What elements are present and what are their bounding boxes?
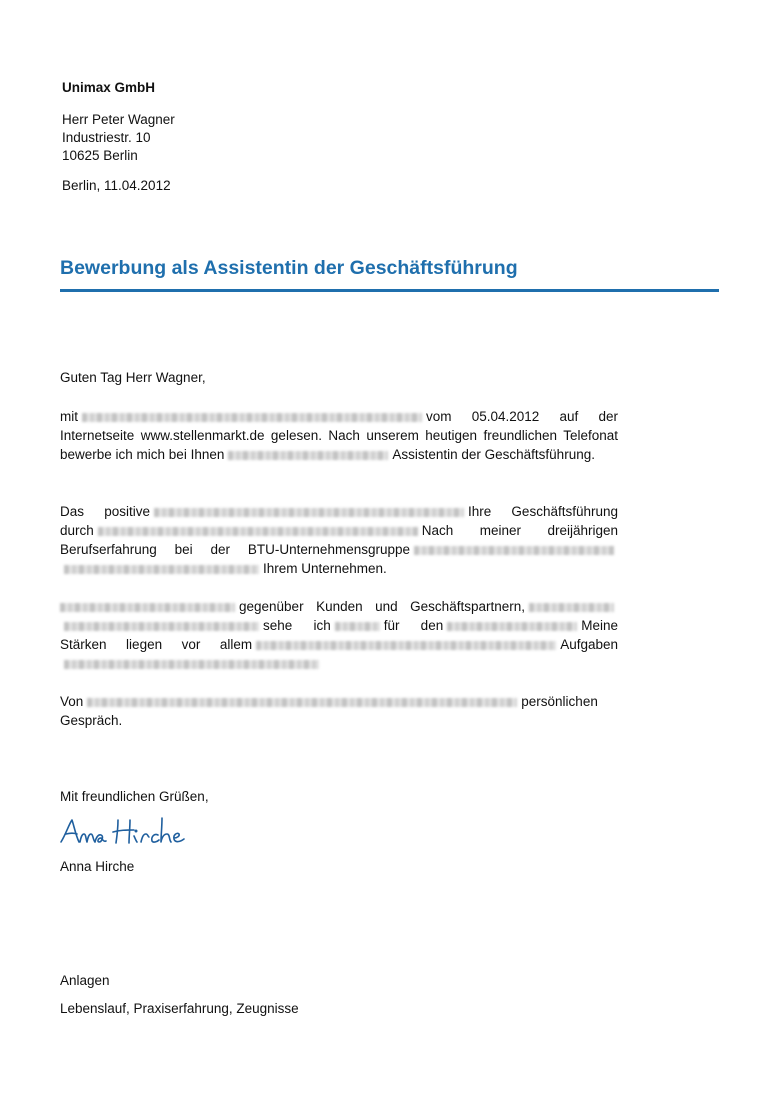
- p2-text-3: Nach meiner dreijährigen Berufserfahrung bei der BTU-Unternehmensgruppe: [60, 523, 618, 557]
- redacted-text: [256, 641, 556, 650]
- p1-text-3: Assistentin der Geschäftsführung.: [392, 447, 595, 462]
- redacted-text: [447, 622, 577, 631]
- p3-text-4: Meine Stärken liegen vor allem: [60, 618, 618, 652]
- redacted-text: [228, 451, 388, 460]
- redacted-text: [64, 565, 259, 574]
- p1-text-1: mit: [60, 409, 78, 424]
- redacted-text: [529, 603, 614, 612]
- sender-contact: Herr Peter Wagner: [62, 112, 175, 127]
- p2-text-2: Ihre Geschäftsführung durch: [60, 504, 618, 538]
- redacted-text: [98, 527, 418, 536]
- p3-text-2: sehe ich: [263, 618, 331, 633]
- p2-text-4: Ihrem Unternehmen.: [263, 561, 387, 576]
- redacted-text: [154, 508, 464, 517]
- p2-text-1: Das positive: [60, 504, 150, 519]
- salutation: Guten Tag Herr Wagner,: [60, 370, 206, 385]
- redacted-text: [60, 603, 235, 612]
- letter-date: Berlin, 11.04.2012: [62, 178, 171, 193]
- letter-subject: Bewerbung als Assistentin der Geschäftsführung: [60, 257, 518, 279]
- enclosures-label: Anlagen: [60, 973, 110, 988]
- redacted-text: [335, 622, 380, 631]
- paragraph-4: [60, 692, 618, 730]
- paragraph-1: [60, 407, 618, 464]
- redacted-text: [87, 698, 517, 707]
- enclosures-list: Lebenslauf, Praxiserfahrung, Zeugnisse: [60, 1001, 299, 1016]
- sender-address: [62, 111, 175, 165]
- p4-text-1: Von: [60, 694, 84, 709]
- handwritten-signature: [58, 812, 193, 857]
- signature-name: Anna Hirche: [60, 859, 135, 874]
- closing: Mit freundlichen Grüßen,: [60, 789, 209, 804]
- sender-street: Industriestr. 10: [62, 130, 151, 145]
- redacted-text: [414, 546, 614, 555]
- p3-text-1: gegenüber Kunden und Geschäftspartnern,: [239, 599, 525, 614]
- sender-city: 10625 Berlin: [62, 148, 138, 163]
- paragraph-2: [60, 502, 618, 578]
- p3-text-5: Aufgaben: [560, 637, 618, 652]
- paragraph-3: [60, 597, 618, 673]
- sender-company: Unimax GmbH: [62, 80, 156, 95]
- p4-text-2: persönlichen Gespräch.: [60, 694, 598, 728]
- p3-text-3: für den: [383, 618, 444, 633]
- p1-text-2: vom 05.04.2012 auf der Internetseite www.stellenmarkt.de gelesen. Nach unserem heutigen freundlichen Telefonat bewerbe ich mich bei Ihnen: [60, 409, 618, 462]
- redacted-text: [64, 622, 259, 631]
- subject-rule: [60, 289, 719, 292]
- redacted-text: [82, 413, 422, 422]
- redacted-text: [64, 660, 319, 669]
